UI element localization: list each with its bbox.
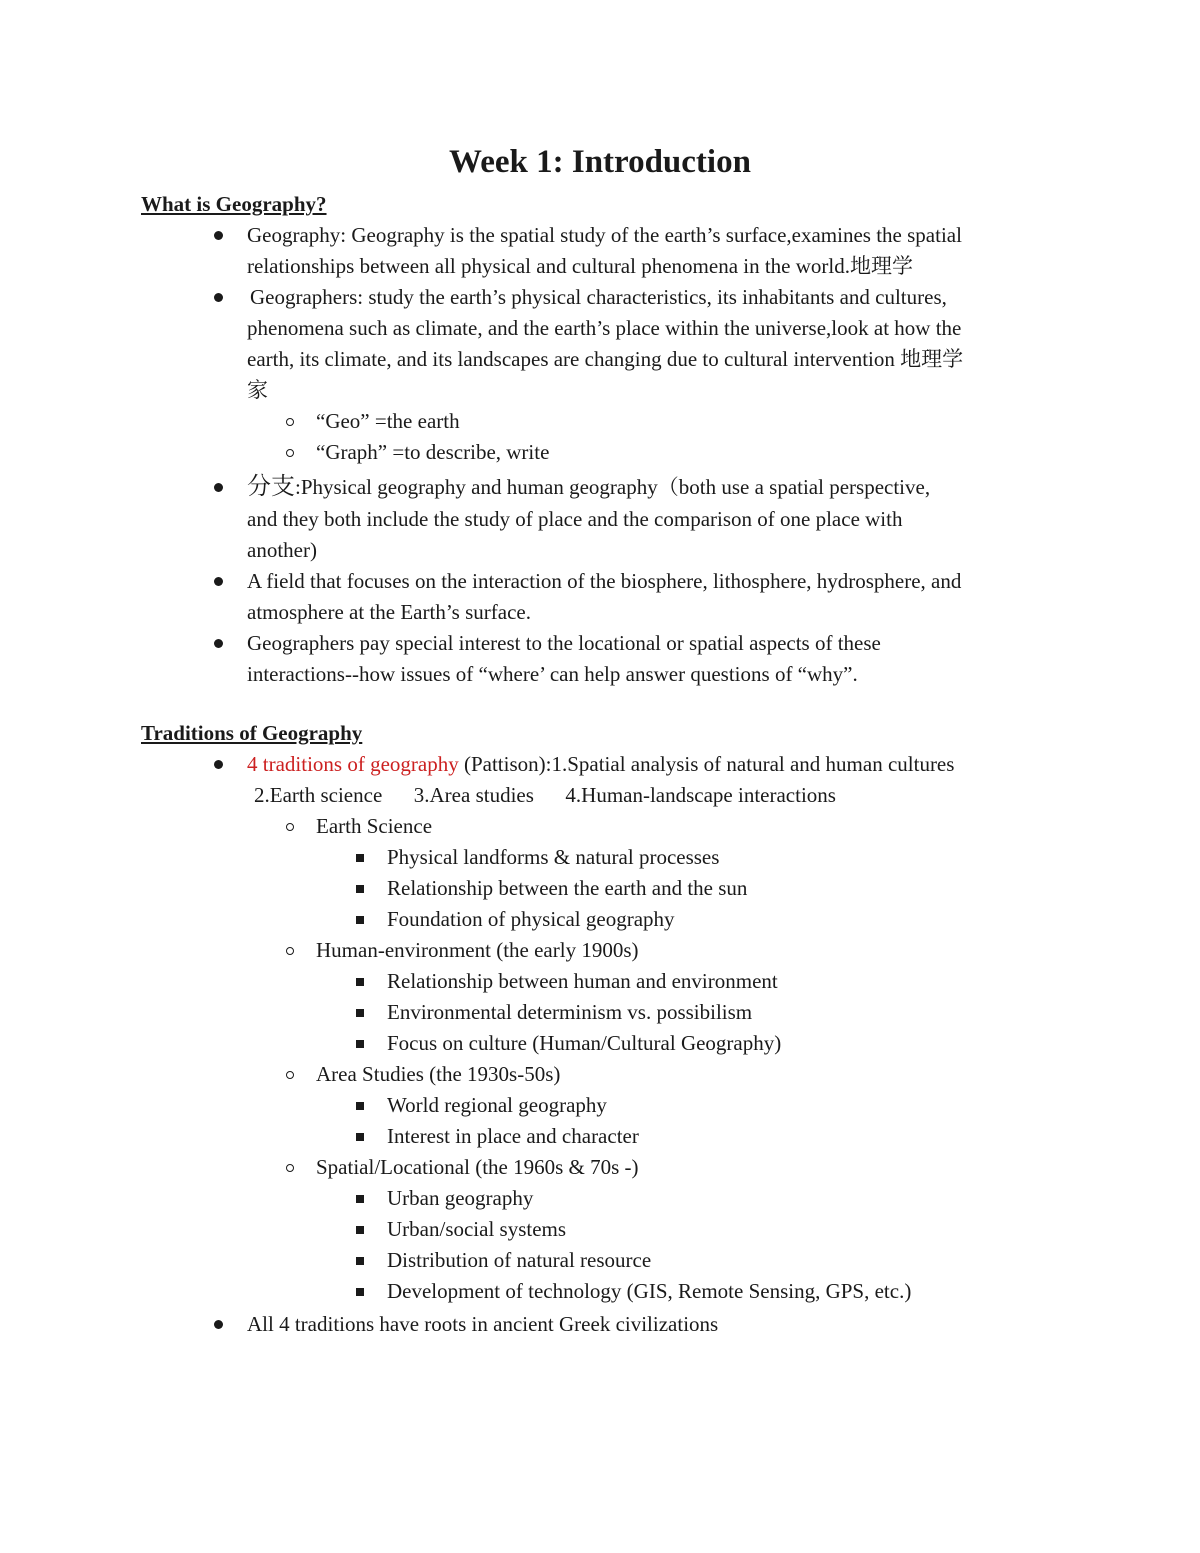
list-item: Geographers: study the earth’s physical characteristics, its inhabitants and cultures,	[250, 285, 947, 309]
section-heading-what-is-geography: What is Geography?	[141, 192, 327, 216]
sub-sub-list-item: Relationship between human and environment	[387, 969, 778, 993]
highlighted-term: 4 traditions of geography	[247, 752, 459, 776]
square-bullet-icon	[356, 978, 364, 986]
sub-sub-list-item: World regional geography	[387, 1093, 607, 1117]
cjk-term: 地理学	[850, 254, 913, 278]
list-item-continuation: interactions--how issues of “where’ can help answer questions of “why”.	[247, 662, 858, 686]
square-bullet-icon	[356, 854, 364, 862]
list-item: A field that focuses on the interaction of the biosphere, lithosphere, hydrosphere, and	[247, 569, 962, 593]
sub-sub-list-item: Urban geography	[387, 1186, 534, 1210]
sub-bullet-icon	[286, 1164, 294, 1172]
bullet-icon	[214, 231, 223, 240]
sub-sub-list-item: Distribution of natural resource	[387, 1248, 652, 1272]
list-item-continuation: earth, its climate, and its landscapes are changing due to cultural intervention 地理学	[247, 347, 964, 371]
square-bullet-icon	[356, 1257, 364, 1265]
bullet-icon	[214, 483, 223, 492]
bullet-icon	[214, 760, 223, 769]
list-item-continuation: and they both include the study of place and the comparison of one place with	[247, 507, 903, 531]
list-item-continuation: another)	[247, 538, 317, 562]
sub-sub-list-item: Environmental determinism vs. possibilism	[387, 1000, 753, 1024]
bullet-icon	[214, 639, 223, 648]
cjk-term: 分支	[247, 472, 295, 500]
square-bullet-icon	[356, 1195, 364, 1203]
sub-list-item: Spatial/Locational (the 1960s & 70s -)	[316, 1155, 639, 1179]
list-item-continuation: atmosphere at the Earth’s surface.	[247, 600, 531, 624]
sub-bullet-icon	[286, 947, 294, 955]
sub-list-item: Area Studies (the 1930s-50s)	[316, 1062, 561, 1086]
list-item-continuation: phenomena such as climate, and the earth’s place within the universe,look at how the	[247, 316, 962, 340]
list-item: Geography: Geography is the spatial study of the earth’s surface,examines the spatial	[247, 223, 962, 247]
square-bullet-icon	[356, 1288, 364, 1296]
sub-list-item: Human-environment (the early 1900s)	[316, 938, 639, 962]
page-title: Week 1: Introduction	[449, 144, 751, 180]
sub-sub-list-item: Interest in place and character	[387, 1124, 639, 1148]
list-item-continuation: 2.Earth science 3.Area studies 4.Human-landscape interactions	[254, 783, 836, 807]
section-heading-traditions: Traditions of Geography	[141, 721, 363, 745]
square-bullet-icon	[356, 916, 364, 924]
list-item: Geographers pay special interest to the locational or spatial aspects of these	[247, 631, 881, 655]
square-bullet-icon	[356, 1009, 364, 1017]
sub-sub-list-item: Relationship between the earth and the sun	[387, 876, 748, 900]
sub-list-item: Earth Science	[316, 814, 433, 838]
bullet-icon	[214, 293, 223, 302]
square-bullet-icon	[356, 1040, 364, 1048]
sub-bullet-icon	[286, 418, 294, 426]
cjk-term: 地理学	[900, 347, 964, 371]
sub-sub-list-item: Focus on culture (Human/Cultural Geography)	[387, 1031, 782, 1055]
list-item-continuation: relationships between all physical and cultural phenomena in the world.地理学	[247, 254, 913, 278]
square-bullet-icon	[356, 1102, 364, 1110]
cjk-term: 家	[247, 378, 268, 402]
sub-list-item: “Geo” =the earth	[316, 409, 460, 433]
square-bullet-icon	[356, 885, 364, 893]
sub-list-item: “Graph” =to describe, write	[316, 440, 550, 464]
sub-sub-list-item: Urban/social systems	[387, 1217, 567, 1241]
list-item: All 4 traditions have roots in ancient Greek civilizations	[247, 1312, 719, 1336]
sub-bullet-icon	[286, 1071, 294, 1079]
square-bullet-icon	[356, 1226, 364, 1234]
list-item: 分支:Physical geography and human geography（both use a spatial perspective,	[247, 472, 931, 500]
sub-sub-list-item: Physical landforms & natural processes	[387, 845, 720, 869]
bullet-icon	[214, 577, 223, 586]
sub-bullet-icon	[286, 449, 294, 457]
bullet-icon	[214, 1320, 223, 1329]
square-bullet-icon	[356, 1133, 364, 1141]
sub-bullet-icon	[286, 823, 294, 831]
sub-sub-list-item: Development of technology (GIS, Remote Sensing, GPS, etc.)	[387, 1279, 912, 1303]
list-item: 4 traditions of geography (Pattison):1.Spatial analysis of natural and human cultures	[247, 752, 955, 776]
sub-sub-list-item: Foundation of physical geography	[387, 907, 675, 931]
